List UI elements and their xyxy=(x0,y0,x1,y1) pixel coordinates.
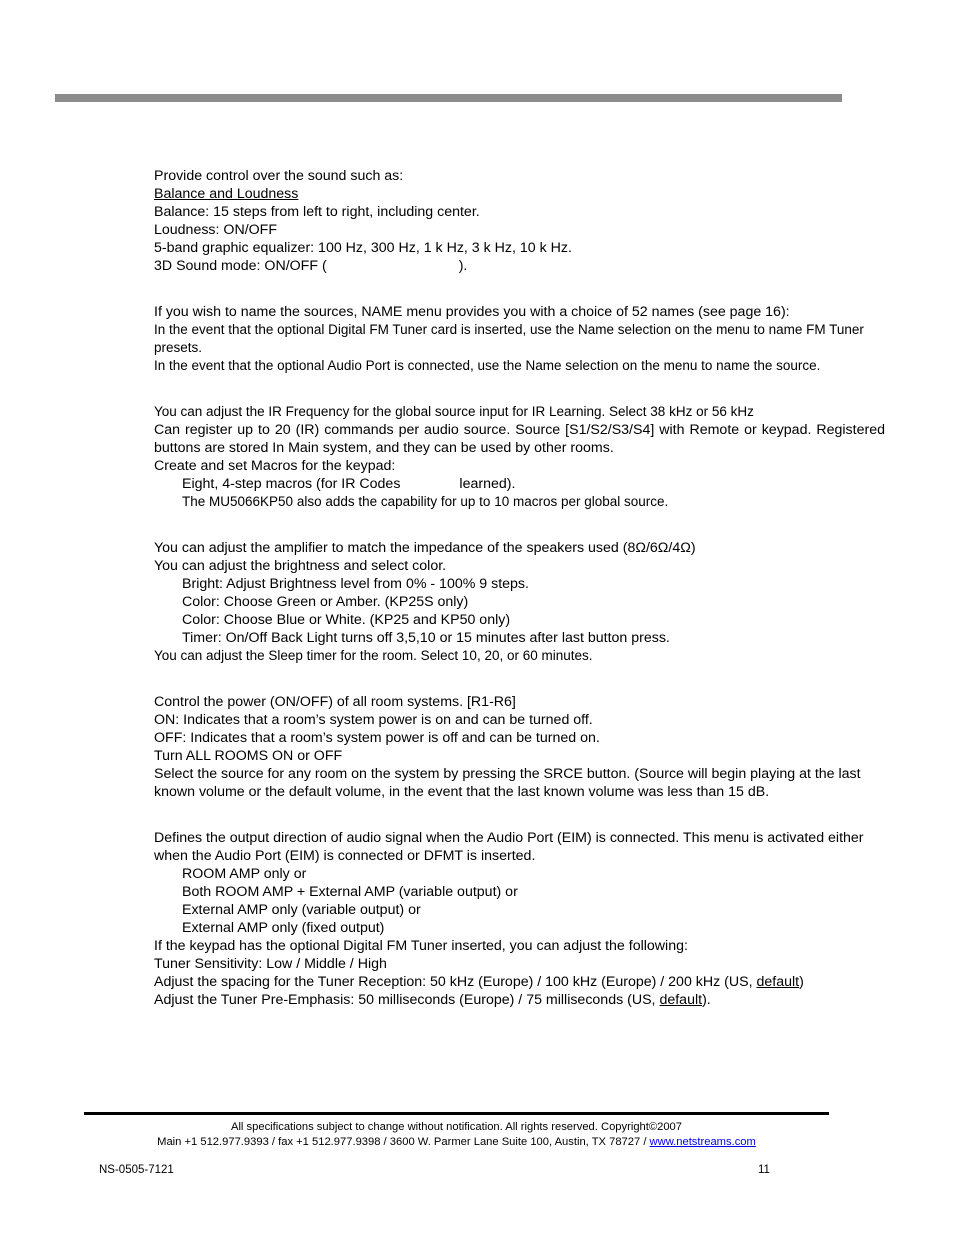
output-option-ext-variable: External AMP only (variable output) or xyxy=(182,902,421,918)
footer-copyright: All specifications subject to change without notification. All rights reserved. Copyright©2007 xyxy=(230,1121,682,1133)
footer-rule xyxy=(84,1112,829,1115)
header-bar xyxy=(55,94,842,102)
page-number: 11 xyxy=(758,1164,770,1176)
tuner-pre-emphasis-default: default xyxy=(659,992,703,1008)
ir-section xyxy=(154,403,885,511)
sound-subheading: Balance and Loudness xyxy=(154,186,299,202)
amp-color-kp25s: Color: Choose Green or Amber. (KP25S only) xyxy=(182,594,469,610)
output-option-room-amp: ROOM AMP only or xyxy=(182,866,307,882)
ir-frequency: You can adjust the IR Frequency for the global source input for IR Learning. Select 38 kHz or 56 kHz xyxy=(154,404,754,419)
amp-timer: Timer: On/Off Back Light turns off 3,5,10 or 15 minutes after last button press. xyxy=(182,630,670,646)
sound-3d-text xyxy=(154,257,885,275)
footer-contact xyxy=(84,1135,829,1150)
ir-macros-eight-a: Eight, 4-step macros (for IR Codes xyxy=(182,476,401,492)
ir-register: Can register up to 20 (IR) commands per audio source. Source [S1/S2/S3/S4] with Remote or keypad. Registered buttons are stored In Main system, and they can be used by other rooms. xyxy=(154,422,885,456)
output-direction: Defines the output direction of audio signal when the Audio Port (EIM) is connected. This menu is activated either when the Audio Port (EIM) is connected or DFMT is inserted. xyxy=(154,830,864,864)
amp-color-kp50: Color: Choose Blue or White. (KP25 and KP50 only) xyxy=(182,612,511,628)
amp-bright: Bright: Adjust Brightness level from 0% - 100% 9 steps. xyxy=(182,576,529,592)
tuner-pre-emphasis-text: Adjust the Tuner Pre-Emphasis: 50 milliseconds (Europe) / 75 milliseconds (US, xyxy=(154,992,660,1008)
name-intro: If you wish to name the sources, NAME menu provides you with a choice of 52 names (see page 16): xyxy=(154,304,790,320)
sound-3d-suffix: ). xyxy=(458,258,468,274)
power-select-source: Select the source for any room on the system by pressing the SRCE button. (Source will begin playing at the last known volume or the default volume, in the event that the last known volume was less than 15 dB. xyxy=(154,766,861,800)
amp-impedance: You can adjust the amplifier to match the impedance of the speakers used (8Ω/6Ω/4Ω) xyxy=(154,540,696,556)
document-number: NS-0505-7121 xyxy=(99,1164,174,1176)
ir-macros-eight xyxy=(154,475,885,493)
balance-text: Balance: 15 steps from left to right, including center. xyxy=(154,204,480,220)
ir-macros-eight-b: learned). xyxy=(459,476,516,492)
footer-contact-text: Main +1 512.977.9393 / fax +1 512.977.9398 / 3600 W. Parmer Lane Suite 100, Austin, TX 78727 / xyxy=(157,1136,650,1148)
tuner-spacing xyxy=(154,973,885,991)
tuner-spacing-text: Adjust the spacing for the Tuner Reception: 50 kHz (Europe) / 100 kHz (Europe) / 200 kHz (US, xyxy=(154,974,757,990)
footer xyxy=(84,1120,829,1150)
tuner-spacing-default: default xyxy=(756,974,800,990)
amp-section xyxy=(154,539,885,665)
power-on: ON: Indicates that a room’s system power is on and can be turned off. xyxy=(154,712,593,728)
sound-3d-prefix: 3D Sound mode: ON/OFF ( xyxy=(154,258,327,274)
tuner-intro: If the keypad has the optional Digital FM Tuner inserted, you can adjust the following: xyxy=(154,938,688,954)
sound-section xyxy=(154,167,885,275)
power-off: OFF: Indicates that a room’s system power is off and can be turned on. xyxy=(154,730,600,746)
output-section xyxy=(154,829,885,1009)
name-fm-tuner: In the event that the optional Digital FM Tuner card is inserted, use the Name selection on the menu to name FM Tuner presets. xyxy=(154,322,864,355)
page-content xyxy=(154,167,885,1009)
power-section xyxy=(154,693,885,801)
tuner-pre-emphasis-close: ). xyxy=(702,992,711,1008)
name-audio-port: In the event that the optional Audio Port is connected, use the Name selection on the menu to name the source. xyxy=(154,358,821,373)
output-option-ext-fixed: External AMP only (fixed output) xyxy=(182,920,385,936)
ir-macros-intro: Create and set Macros for the keypad: xyxy=(154,458,396,474)
footer-website-link[interactable]: www.netstreams.com xyxy=(649,1136,756,1148)
tuner-pre-emphasis xyxy=(154,991,885,1009)
tuner-sensitivity: Tuner Sensitivity: Low / Middle / High xyxy=(154,956,387,972)
name-section xyxy=(154,303,885,375)
power-control: Control the power (ON/OFF) of all room systems. [R1-R6] xyxy=(154,694,516,710)
tuner-spacing-close: ) xyxy=(799,974,804,990)
loudness-text: Loudness: ON/OFF xyxy=(154,222,278,238)
power-all-rooms: Turn ALL ROOMS ON or OFF xyxy=(154,748,343,764)
output-option-both: Both ROOM AMP + External AMP (variable output) or xyxy=(182,884,518,900)
sound-intro: Provide control over the sound such as: xyxy=(154,168,404,184)
equalizer-text: 5-band graphic equalizer: 100 Hz, 300 Hz, 1 k Hz, 3 k Hz, 10 k Hz. xyxy=(154,240,572,256)
amp-brightness-intro: You can adjust the brightness and select color. xyxy=(154,558,447,574)
ir-macros-kp50: The MU5066KP50 also adds the capability for up to 10 macros per global source. xyxy=(182,494,669,509)
amp-sleep: You can adjust the Sleep timer for the room. Select 10, 20, or 60 minutes. xyxy=(154,648,593,663)
